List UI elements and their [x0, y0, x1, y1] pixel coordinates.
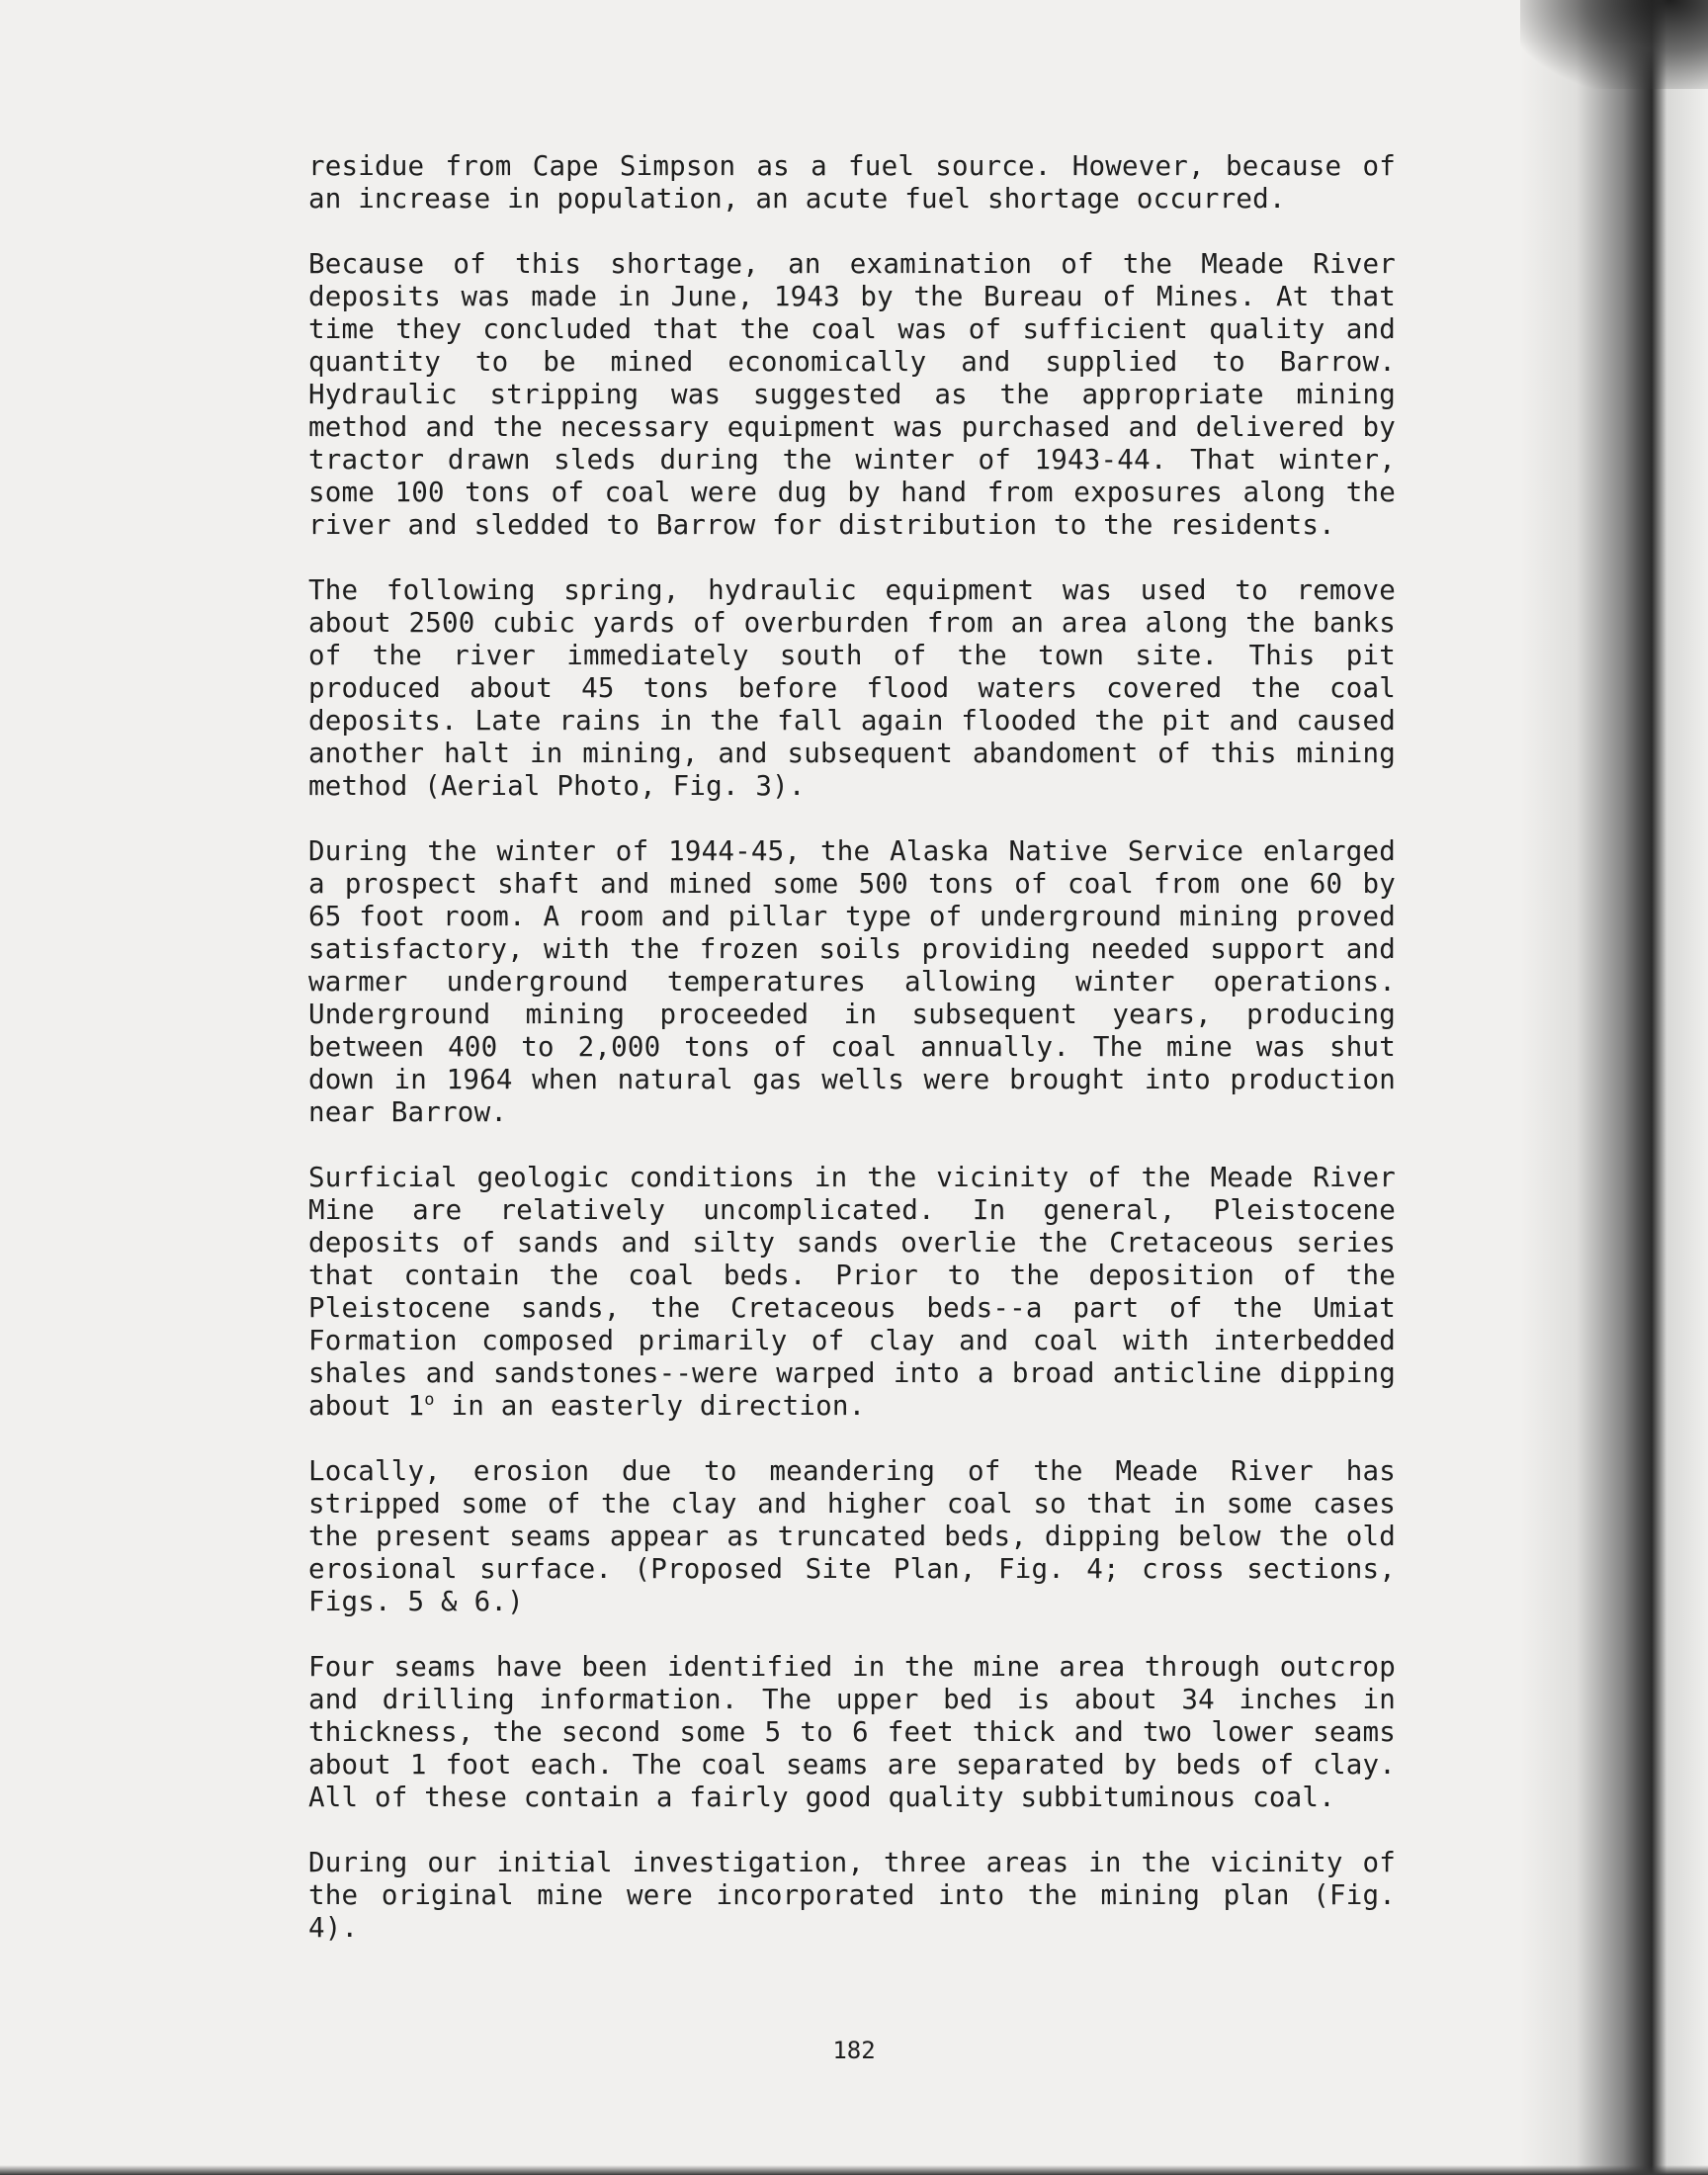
paragraph-6: Locally, erosion due to meandering of the Meade River has stripped some of the clay and higher coal so that in some cases the present seams appear as truncated beds, dipping below the old erosional surface. (Proposed Site Plan, Fig. 4; cross sections, Figs. 5 & 6.)	[308, 1455, 1396, 1617]
page-curl-top-shadow	[1520, 0, 1708, 89]
paragraph-5	[308, 1162, 1396, 1423]
paragraph-7: Four seams have been identified in the mine area through outcrop and drilling information. The upper bed is about 34 inches in thickness, the second some 5 to 6 feet thick and two lower seams about 1 foot each. The coal seams are separated by beds of clay. All of these contain a fairly good quality subbituminous coal.	[308, 1651, 1396, 1813]
paragraph-1: residue from Cape Simpson as a fuel source. However, because of an increase in population, an acute fuel shortage occurred.	[308, 150, 1396, 215]
paragraph-5-tail: in an easterly direction.	[434, 1390, 866, 1422]
page-bottom-edge	[0, 2165, 1708, 2175]
paragraph-2: Because of this shortage, an examination of the Meade River deposits was made in June, 1943 by the Bureau of Mines. At that time they concluded that the coal was of sufficient quality and quantity to be mined economically and supplied to Barrow. Hydraulic stripping was suggested as the appropriate mining method and the necessary equipment was purchased and delivered by tractor drawn sleds during the winter of 1943-44. That winter, some 100 tons of coal were dug by hand from exposures along the river and sledded to Barrow for distribution to the residents.	[308, 248, 1396, 541]
degree-superscript: o	[424, 1389, 435, 1410]
page-number: 182	[832, 2037, 876, 2064]
body-text	[308, 150, 1396, 1977]
paragraph-5-text: Surficial geologic conditions in the vicinity of the Meade River Mine are relatively uncomplicated. In general, Pleistocene deposits of sands and silty sands overlie the Cretaceous series that contain the coal beds. Prior to the deposition of the Pleistocene sands, the Cretaceous beds--a part of the Umiat Formation composed primarily of clay and coal with interbedded shales and sandstones--were warped into a broad anticline dipping about 1	[308, 1162, 1396, 1422]
paragraph-4: During the winter of 1944-45, the Alaska Native Service enlarged a prospect shaft and mined some 500 tons of coal from one 60 by 65 foot room. A room and pillar type of underground mining proved satisfactory, with the frozen soils providing needed support and warmer underground temperatures allowing winter operations. Underground mining proceeded in subsequent years, producing between 400 to 2,000 tons of coal annually. The mine was shut down in 1964 when natural gas wells were brought into production near Barrow.	[308, 835, 1396, 1128]
paragraph-3: The following spring, hydraulic equipment was used to remove about 2500 cubic yards of overburden from an area along the banks of the river immediately south of the town site. This pit produced about 45 tons before flood waters covered the coal deposits. Late rains in the fall again flooded the pit and caused another halt in mining, and subsequent abandoment of this mining method (Aerial Photo, Fig. 3).	[308, 574, 1396, 802]
paragraph-8: During our initial investigation, three areas in the vicinity of the original mine were incorporated into the mining plan (Fig. 4).	[308, 1847, 1396, 1944]
page-curl-shadow	[1520, 0, 1708, 2175]
